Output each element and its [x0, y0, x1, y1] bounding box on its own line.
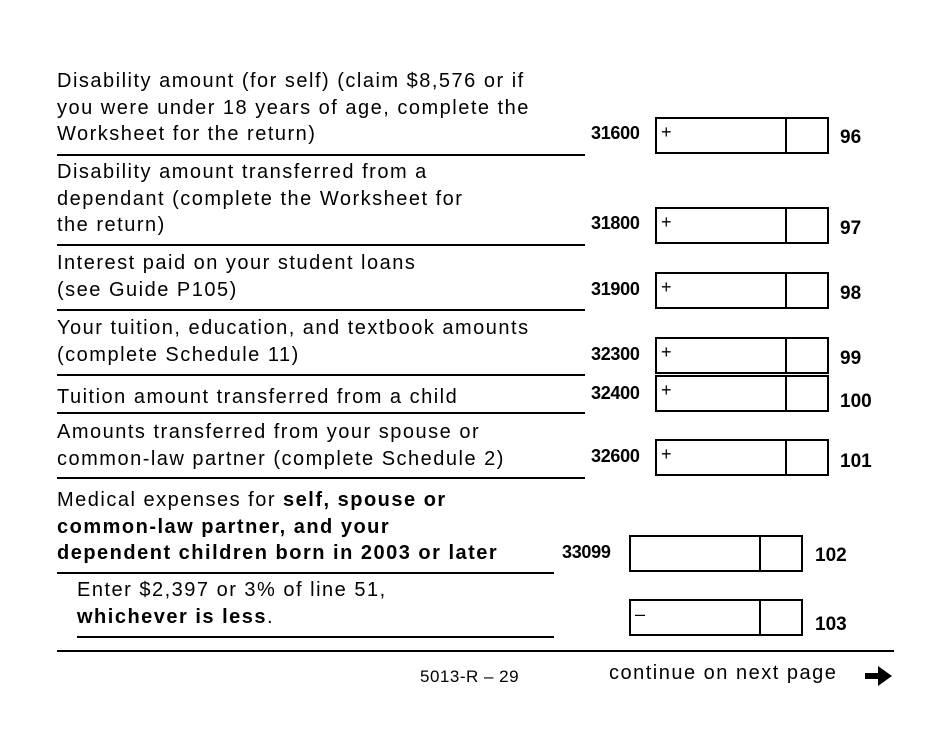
amount-field-31600[interactable] — [655, 117, 829, 154]
plus-sign: + — [661, 380, 672, 400]
row-divider — [57, 412, 585, 414]
cents-divider — [785, 375, 787, 412]
desc-student-loans — [57, 250, 416, 303]
continue-label: continue on next page — [609, 662, 838, 684]
plus-sign: + — [661, 444, 672, 464]
desc-line: Tuition amount transferred from a child — [57, 386, 459, 408]
desc-line: you were under 18 years of age, complete the — [57, 96, 530, 119]
amount-field-103[interactable] — [629, 599, 803, 636]
desc-line: common-law partner (complete Schedule 2) — [57, 447, 505, 470]
line-code-31900: 31900 — [591, 279, 640, 299]
cents-divider — [785, 439, 787, 476]
amount-field-31900[interactable] — [655, 272, 829, 309]
desc-line: Disability amount transferred from a — [57, 161, 428, 183]
plus-sign: + — [661, 212, 672, 232]
cents-divider — [785, 207, 787, 244]
plus-sign: + — [661, 122, 672, 142]
line-code-32400: 32400 — [591, 383, 640, 403]
desc-line: dependent children born in 2003 or later — [57, 542, 499, 564]
line-number-99: 99 — [840, 348, 862, 369]
line-code-31600: 31600 — [591, 123, 640, 143]
desc-line: Your tuition, education, and textbook amounts — [57, 317, 530, 339]
desc-line: the return) — [57, 214, 166, 236]
line-number-97: 97 — [840, 218, 862, 239]
amount-field-32600[interactable] — [655, 439, 829, 476]
desc-line: (complete Schedule 11) — [57, 343, 300, 366]
desc-spouse-transfer — [57, 419, 505, 472]
desc-medical-threshold — [77, 577, 387, 630]
page-bottom-rule — [57, 650, 894, 652]
cents-divider — [759, 535, 761, 572]
amount-field-33099[interactable] — [629, 535, 803, 572]
desc-line: Disability amount (for self) (claim $8,576 or if — [57, 70, 525, 92]
desc-line: dependant (complete the Worksheet for — [57, 187, 464, 210]
plus-sign: + — [661, 277, 672, 297]
line-code-31800: 31800 — [591, 213, 640, 233]
row-divider — [57, 154, 585, 156]
cents-divider — [785, 337, 787, 374]
form-page-number: 5013-R – 29 — [420, 667, 520, 686]
desc-line: Medical expenses for self, spouse or — [57, 489, 447, 511]
desc-line: whichever is less. — [77, 605, 275, 628]
line-number-102: 102 — [815, 545, 847, 566]
amount-field-32400[interactable] — [655, 375, 829, 412]
line-number-103: 103 — [815, 614, 847, 635]
row-divider — [57, 572, 554, 574]
line-code-32300: 32300 — [591, 344, 640, 364]
row-divider — [57, 477, 585, 479]
line-number-98: 98 — [840, 283, 862, 304]
amount-field-31800[interactable] — [655, 207, 829, 244]
desc-disability-self — [57, 68, 530, 148]
desc-line: common-law partner, and your — [57, 515, 391, 538]
amount-field-32300[interactable] — [655, 337, 829, 374]
row-divider — [57, 309, 585, 311]
line-code-32600: 32600 — [591, 446, 640, 466]
desc-disability-dependant — [57, 159, 463, 239]
desc-line: Amounts transferred from your spouse or — [57, 421, 481, 443]
plus-sign: + — [661, 342, 672, 362]
desc-line: Enter $2,397 or 3% of line 51, — [77, 579, 387, 601]
right-arrow-icon — [865, 664, 893, 688]
minus-sign: – — [635, 604, 646, 624]
cents-divider — [785, 272, 787, 309]
line-code-33099: 33099 — [562, 542, 611, 562]
cents-divider — [759, 599, 761, 636]
desc-tuition-child — [57, 384, 458, 411]
desc-tuition-amounts — [57, 315, 530, 368]
line-number-101: 101 — [840, 451, 872, 472]
line-number-100: 100 — [840, 391, 872, 412]
row-divider — [57, 244, 585, 246]
row-divider — [57, 374, 585, 376]
desc-line: Worksheet for the return) — [57, 123, 317, 145]
row-divider — [77, 636, 554, 638]
desc-medical-expenses — [57, 487, 498, 567]
line-number-96: 96 — [840, 127, 862, 148]
desc-line: Interest paid on your student loans — [57, 252, 417, 274]
cents-divider — [785, 117, 787, 154]
desc-line: (see Guide P105) — [57, 278, 238, 301]
